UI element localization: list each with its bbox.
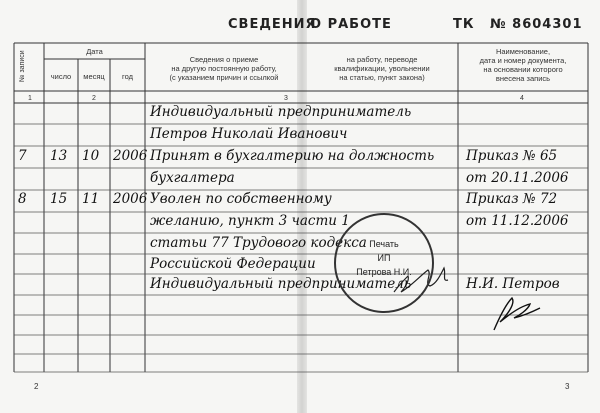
row-text: бухгалтера	[150, 170, 235, 186]
column-header-info-2: на другую постоянную работу,	[171, 64, 277, 73]
column-header-month: месяц	[83, 72, 105, 81]
title-right: О РАБОТЕ	[310, 17, 392, 32]
column-header-day: число	[50, 72, 72, 81]
column-header-doc-4: внесена запись	[495, 74, 551, 83]
row-year: 2006	[113, 148, 148, 164]
round-seal-stamp	[334, 213, 434, 313]
title-left: СВЕДЕНИЯ	[228, 17, 317, 32]
column-header-info-3: (с указанием причин и ссылкой	[169, 73, 279, 82]
column-header-info-cont-1: на работу, переводе	[346, 55, 418, 64]
row-document: Приказ № 72	[466, 191, 558, 207]
column-index-3: 3	[284, 95, 288, 102]
column-header-info-cont-2: квалификации, увольнении	[334, 64, 430, 73]
column-index-4: 4	[520, 95, 524, 102]
column-header-info-1: Сведения о приеме	[189, 55, 259, 64]
column-header-info-cont-3: на статью, пункт закона)	[339, 73, 425, 82]
column-index-2: 2	[92, 95, 96, 102]
stamp-line-1: Печать	[369, 239, 399, 249]
column-index-1: 1	[28, 95, 32, 102]
stamp-line-2: ИП	[377, 253, 391, 263]
row-document: от 20.11.2006	[466, 170, 569, 186]
row-text: Уволен по собственному	[150, 191, 332, 207]
row-number: 8	[18, 191, 27, 207]
row-text: Индивидуальный предприниматель	[150, 104, 412, 120]
row-text: Индивидуальный предприниматель	[150, 276, 412, 292]
page-number-right: 3	[565, 382, 570, 391]
column-header-entry-number: № записи	[19, 50, 26, 82]
row-text: Принят в бухгалтерию на должность	[150, 148, 435, 164]
column-header-year: год	[122, 72, 133, 81]
row-day: 15	[50, 191, 68, 207]
row-year: 2006	[113, 191, 148, 207]
row-day: 13	[50, 148, 68, 164]
book-number: № 8604301	[490, 17, 583, 32]
column-header-doc-3: на основании которого	[483, 65, 563, 74]
column-header-doc-2: дата и номер документа,	[479, 56, 567, 65]
row-number: 7	[18, 148, 27, 164]
stamp-line-3: Петрова Н.И.	[356, 267, 412, 277]
row-document: Н.И. Петров	[466, 276, 560, 292]
row-text: Петров Николай Иванович	[150, 126, 348, 142]
series-label: ТК	[453, 17, 475, 32]
page-number-left: 2	[34, 382, 39, 391]
row-month: 10	[82, 148, 100, 164]
row-text: статьи 77 Трудового кодекса	[150, 235, 367, 251]
row-document: от 11.12.2006	[466, 213, 569, 229]
row-text: желанию, пункт 3 части 1	[150, 213, 350, 229]
row-document: Приказ № 65	[466, 148, 558, 164]
column-header-date: Дата	[86, 47, 103, 56]
row-month: 11	[82, 191, 100, 207]
row-text: Российской Федерации	[150, 256, 316, 272]
column-header-doc-1: Наименование,	[495, 47, 551, 56]
signature-right	[494, 298, 540, 330]
